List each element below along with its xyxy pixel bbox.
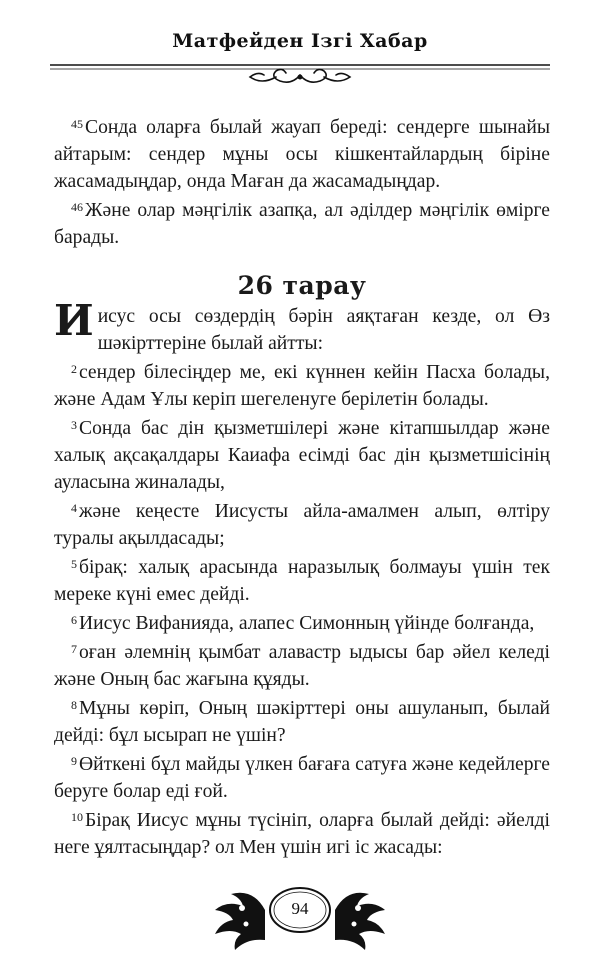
verse-number: 4 <box>71 501 77 515</box>
running-header: Матфейден Ізгі Хабар <box>172 30 428 52</box>
verse-number: 3 <box>71 418 77 432</box>
verse-text: Сонда бас дін қызметшілері және кітапшылдар және халық ақсақалдары Каиафа есімді бас дін қызметшісінің ауласына жиналады, <box>54 418 550 493</box>
page-body <box>54 114 550 863</box>
verse-number: 45 <box>71 117 83 131</box>
verse-text: бірақ: халық арасында наразылық болмауы үшін тек мереке күні емес дейді. <box>54 557 550 605</box>
verse-text: және кеңесте Иисусты айла-амалмен алып, өлтіру туралы ақылдасады; <box>54 501 550 549</box>
verse-number: 2 <box>71 362 77 376</box>
verse-text: Және олар мәңгілік азапқа, ал әділдер мәңгілік өмірге барады. <box>54 200 550 248</box>
chapter-title: 26 тарау <box>237 271 367 300</box>
verse-number: 8 <box>71 698 77 712</box>
verse-text: оған әлемнің қымбат алавастр ыдысы бар әйел келеді және Оның бас жағына құяды. <box>54 642 550 690</box>
verse-2 <box>54 359 550 413</box>
verse-text: сендер білесіңдер ме, екі күннен кейін Пасха болады, және Адам Ұлы керіп шегеленуге берілетін болады. <box>54 362 550 410</box>
chapter-opening <box>54 296 550 357</box>
verse-number: 10 <box>71 810 83 824</box>
verse-45 <box>54 114 550 195</box>
verse-number: 5 <box>71 557 77 571</box>
verse-number: 46 <box>71 200 83 214</box>
verse-text: Өйткені бұл майды үлкен бағаға сатуға және кедейлерге беруге болар еді ғой. <box>54 754 550 802</box>
verse-10 <box>54 807 550 861</box>
verse-7 <box>54 639 550 693</box>
verse-text: Бірақ Иисус мұны түсініп, оларға былай дейді: әйелді неге ұялтасыңдар? ол Мен үшін игі іс жасады: <box>54 810 550 858</box>
verse-46 <box>54 197 550 251</box>
verse-text: Сонда оларға былай жауап береді: сендерге шынайы айтарым: сендер мұны осы кішкентайлардың біріне жасамадыңдар, онда Маған да жасамадыңдар. <box>54 117 550 192</box>
verse-number: 9 <box>71 754 77 768</box>
verse-4 <box>54 498 550 552</box>
verse-5 <box>54 554 550 608</box>
verse-text: Мұны көріп, Оның шәкірттері оны ашуланып, былай дейді: бұл ысырап не үшін? <box>54 698 550 746</box>
verse-6 <box>54 610 550 637</box>
verse-number: 7 <box>71 642 77 656</box>
page-number: 94 <box>291 899 309 918</box>
verse-number: 6 <box>71 613 77 627</box>
verse-3 <box>54 415 550 496</box>
drop-cap: И <box>54 296 94 345</box>
verse-8 <box>54 695 550 749</box>
verse-text: исус осы сөздердің бәрін аяқтаған кезде, ол Өз шәкірттеріне былай айтты: <box>97 306 550 354</box>
verse-text: Иисус Вифанияда, алапес Симонның үйінде болғанда, <box>79 613 535 634</box>
header-ornament <box>50 63 550 93</box>
verse-9 <box>54 751 550 805</box>
